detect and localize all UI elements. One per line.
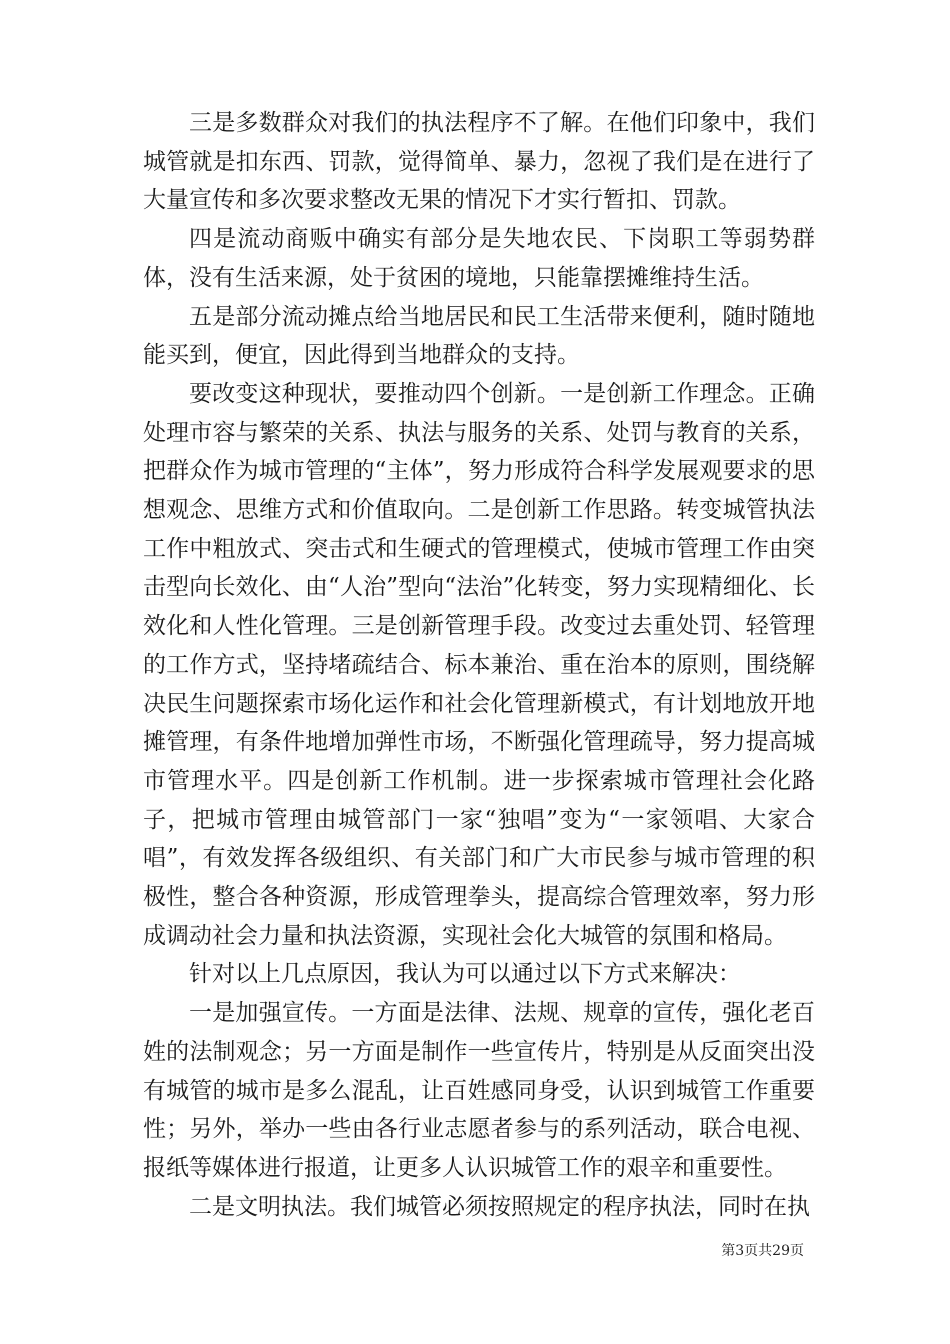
paragraph: 一是加强宣传。一方面是法律、法规、规章的宣传，强化老百姓的法制观念；另一方面是制作一些宣传片，特别是从反面突出没有城管的城市是多么混乱，让百姓感同身受，认识到城管工作重要性；另外，举办一些由各行业志愿者参与的系列活动，联合电视、报纸等媒体进行报道，让更多人认识城管工作的艰辛和重要性。: [143, 1000, 815, 1181]
paragraph: 要改变这种现状，要推动四个创新。一是创新工作理念。正确处理市容与繁荣的关系、执法与服务的关系、处罚与教育的关系，把群众作为城市管理的“主体”，努力形成符合科学发展观要求的思想观念、思维方式和价值取向。二是创新工作思路。转变城管执法工作中粗放式、突击式和生硬式的管理模式，使城市管理工作由突击型向长效化、由“人治”型向“法治”化转变，努力实现精细化、长效化和人性化管理。三是创新管理手段。改变过去重处罚、轻管理的工作方式，坚持堵疏结合、标本兼治、重在治本的原则，围绕解决民生问题探索市场化运作和社会化管理新模式，有计划地放开地摊管理，有条件地增加弹性市场，不断强化管理疏导，努力提高城市管理水平。四是创新工作机制。进一步探索城市管理社会化路子，把城市管理由城管部门一家“独唱”变为“一家领唱、大家合唱”，有效发挥各级组织、有关部门和广大市民参与城市管理的积极性，整合各种资源，形成管理拳头，提高综合管理效率，努力形成调动社会力量和执法资源，实现社会化大城管的氛围和格局。: [143, 380, 815, 949]
paragraph: 三是多数群众对我们的执法程序不了解。在他们印象中，我们城管就是扣东西、罚款，觉得简单、暴力，忽视了我们是在进行了大量宣传和多次要求整改无果的情况下才实行暂扣、罚款。: [143, 110, 815, 214]
paragraph: 五是部分流动摊点给当地居民和民工生活带来便利，随时随地能买到，便宜，因此得到当地群众的支持。: [143, 303, 815, 369]
document-body: [143, 104, 815, 1226]
paragraph: 针对以上几点原因，我认为可以通过以下方式来解决：: [189, 961, 741, 988]
paragraph: 二是文明执法。我们城管必须按照规定的程序执法，同时在执: [189, 1193, 810, 1220]
paragraph: 四是流动商贩中确实有部分是失地农民、下岗职工等弱势群体，没有生活来源，处于贫困的境地，只能靠摆摊维持生活。: [143, 226, 815, 291]
page-number-footer: 第3页共29页: [721, 1243, 804, 1259]
